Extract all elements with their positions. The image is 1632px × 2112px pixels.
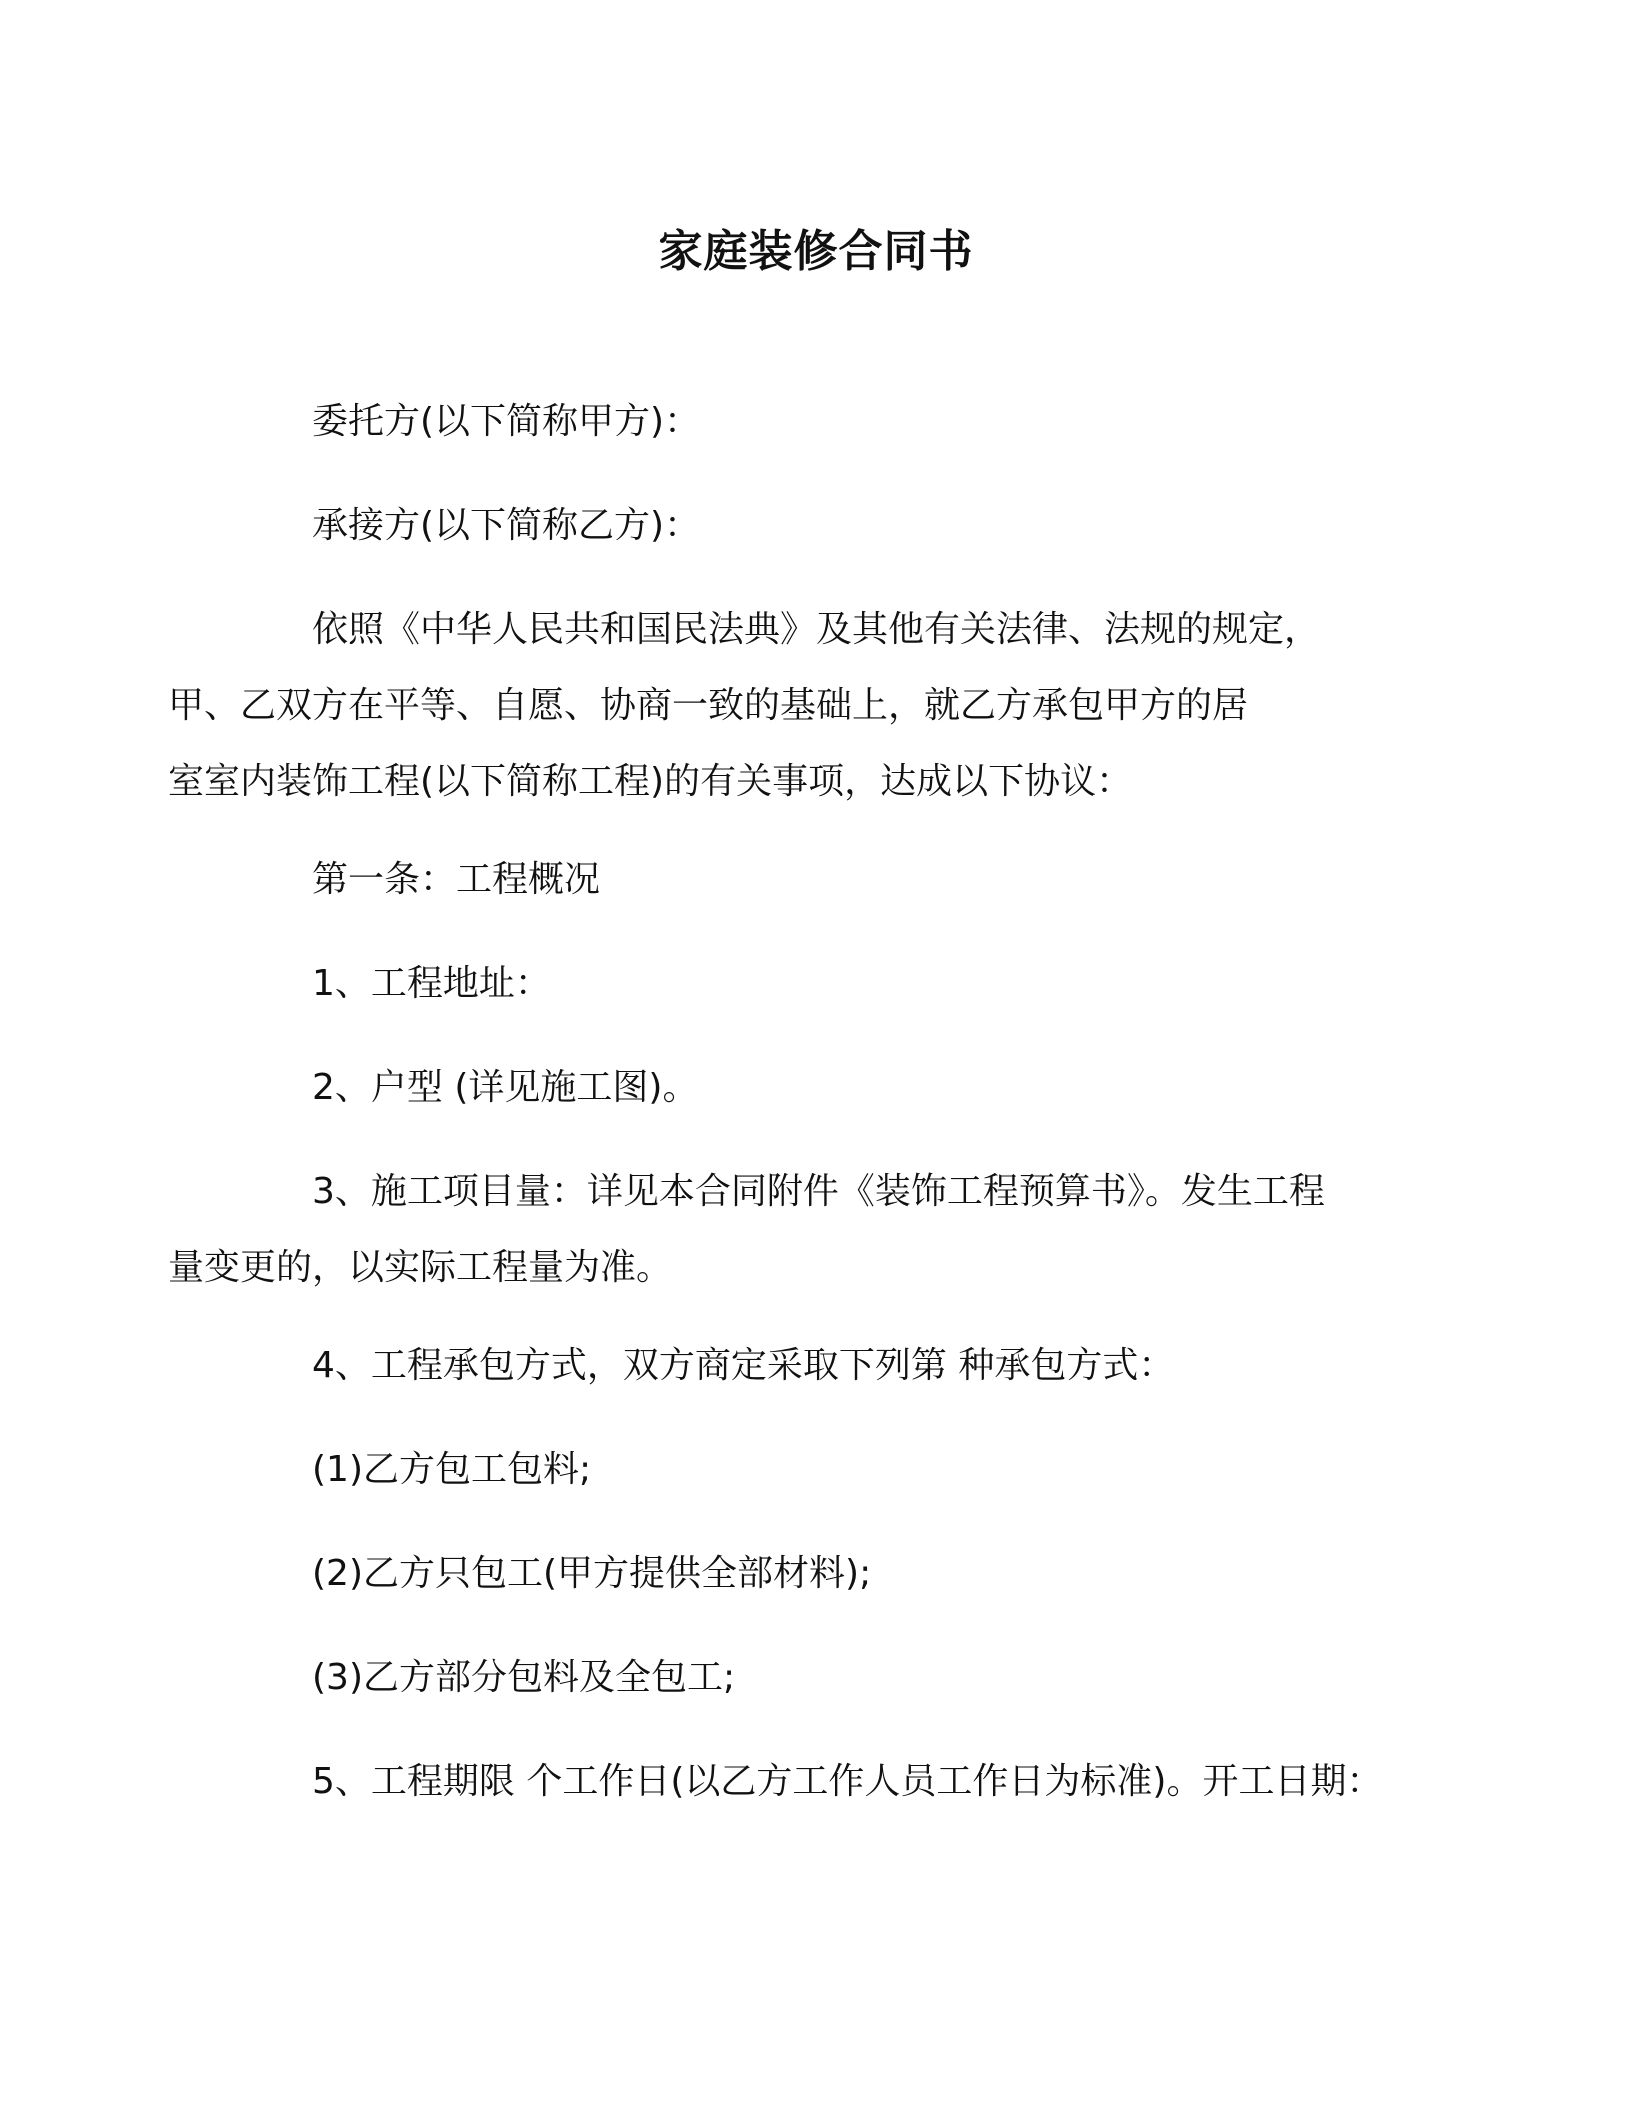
option-two [240,1536,1392,1612]
item-contract-method [240,1328,1392,1404]
paragraph-line: (2)乙方只包工(甲方提供全部材料); [312,1553,872,1594]
paragraph-line: 第一条：工程概况 [312,859,601,900]
item-work-quantity [168,1154,1392,1306]
item-project-duration [240,1744,1392,1820]
paragraph-preamble [168,592,1392,820]
document-title: 家庭装修合同书 [658,226,974,277]
article-one-heading [240,842,1392,918]
paragraph-line: 依照《中华人民共和国民法典》及其他有关法律、法规的规定， [312,609,1321,650]
paragraph-line: 2、户型 (详见施工图)。 [312,1067,699,1108]
paragraph-line: 1、工程地址： [312,963,551,1004]
paragraph-line: 委托方(以下简称甲方)： [312,401,701,442]
paragraph-contractor [240,488,1392,564]
paragraph-line: 承接方(以下简称乙方)： [312,505,701,546]
paragraph-line: 室室内装饰工程(以下简称工程)的有关事项，达成以下协议： [168,761,1133,802]
paragraph-line: (3)乙方部分包料及全包工; [312,1657,736,1698]
paragraph-line: 3、施工项目量：详见本合同附件《装饰工程预算书》。发生工程 [312,1171,1325,1212]
option-three [240,1640,1392,1716]
paragraph-line: 4、工程承包方式，双方商定采取下列第 种承包方式： [312,1345,1175,1386]
paragraph-line: (1)乙方包工包料; [312,1449,592,1490]
paragraph-line: 甲、乙双方在平等、自愿、协商一致的基础上，就乙方承包甲方的居 [168,685,1249,726]
option-one [240,1432,1392,1508]
item-address [240,946,1392,1022]
paragraph-client [240,384,1392,460]
paragraph-line: 5、工程期限 个工作日(以乙方工作人员工作日为标准)。开工日期： [312,1761,1383,1802]
paragraph-line: 量变更的，以实际工程量为准。 [168,1247,673,1288]
item-floor-plan [240,1050,1392,1126]
